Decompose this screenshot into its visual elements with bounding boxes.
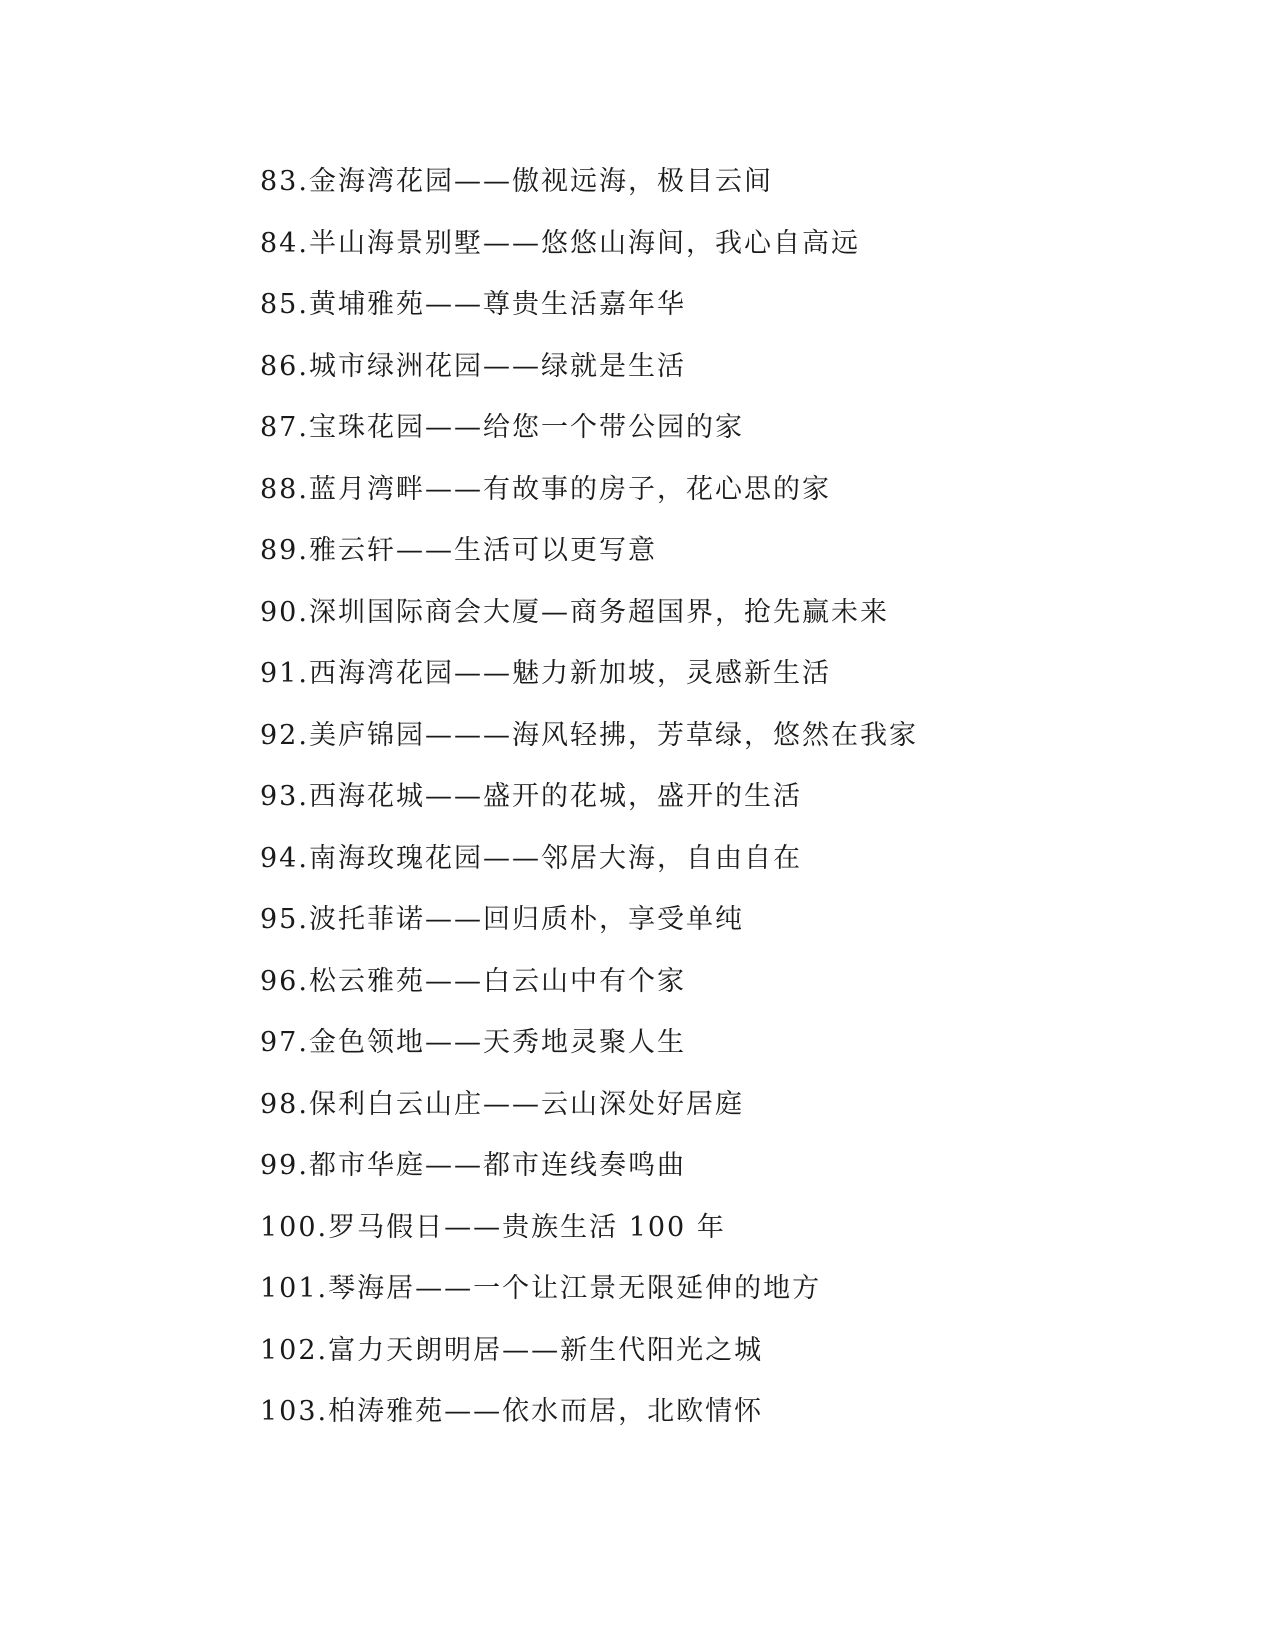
list-item: 95.波托菲诺——回归质朴，享受单纯 [260,904,744,935]
list-item: 102.富力天朗明居——新生代阳光之城 [260,1334,764,1366]
list-item: 99.都市华庭——都市连线奏鸣曲 [260,1150,686,1181]
list-item: 92.美庐锦园———海风轻拂，芳草绿，悠然在我家 [260,719,918,751]
list-item: 89.雅云轩——生活可以更写意 [260,535,657,566]
list-item: 83.金海湾花园——傲视远海，极目云间 [260,166,773,197]
list-item: 100.罗马假日——贵族生活 100 年 [260,1211,726,1243]
list-item: 103.柏涛雅苑——依水而居，北欧情怀 [260,1396,764,1427]
list-item: 90.深圳国际商会大厦—商务超国界，抢先赢未来 [260,596,889,628]
list-item: 86.城市绿洲花园——绿就是生活 [260,350,686,382]
list-item: 98.保利白云山庄——云山深处好居庭 [260,1088,744,1120]
list-item: 85.黄埔雅苑——尊贵生活嘉年华 [260,289,686,320]
slogan-list [260,162,918,1454]
list-item: 101.琴海居——一个让江景无限延伸的地方 [260,1273,822,1304]
list-item: 93.西海花城——盛开的花城，盛开的生活 [260,781,802,812]
list-item: 91.西海湾花园——魅力新加坡，灵感新生活 [260,658,831,689]
list-item: 96.松云雅苑——白云山中有个家 [260,965,686,997]
list-item: 84.半山海景别墅——悠悠山海间，我心自高远 [260,227,860,259]
list-item: 94.南海玫瑰花园——邻居大海，自由自在 [260,842,802,874]
list-item: 97.金色领地——天秀地灵聚人生 [260,1027,686,1058]
list-item: 88.蓝月湾畔——有故事的房子，花心思的家 [260,473,831,505]
list-item: 87.宝珠花园——给您一个带公园的家 [260,412,744,443]
